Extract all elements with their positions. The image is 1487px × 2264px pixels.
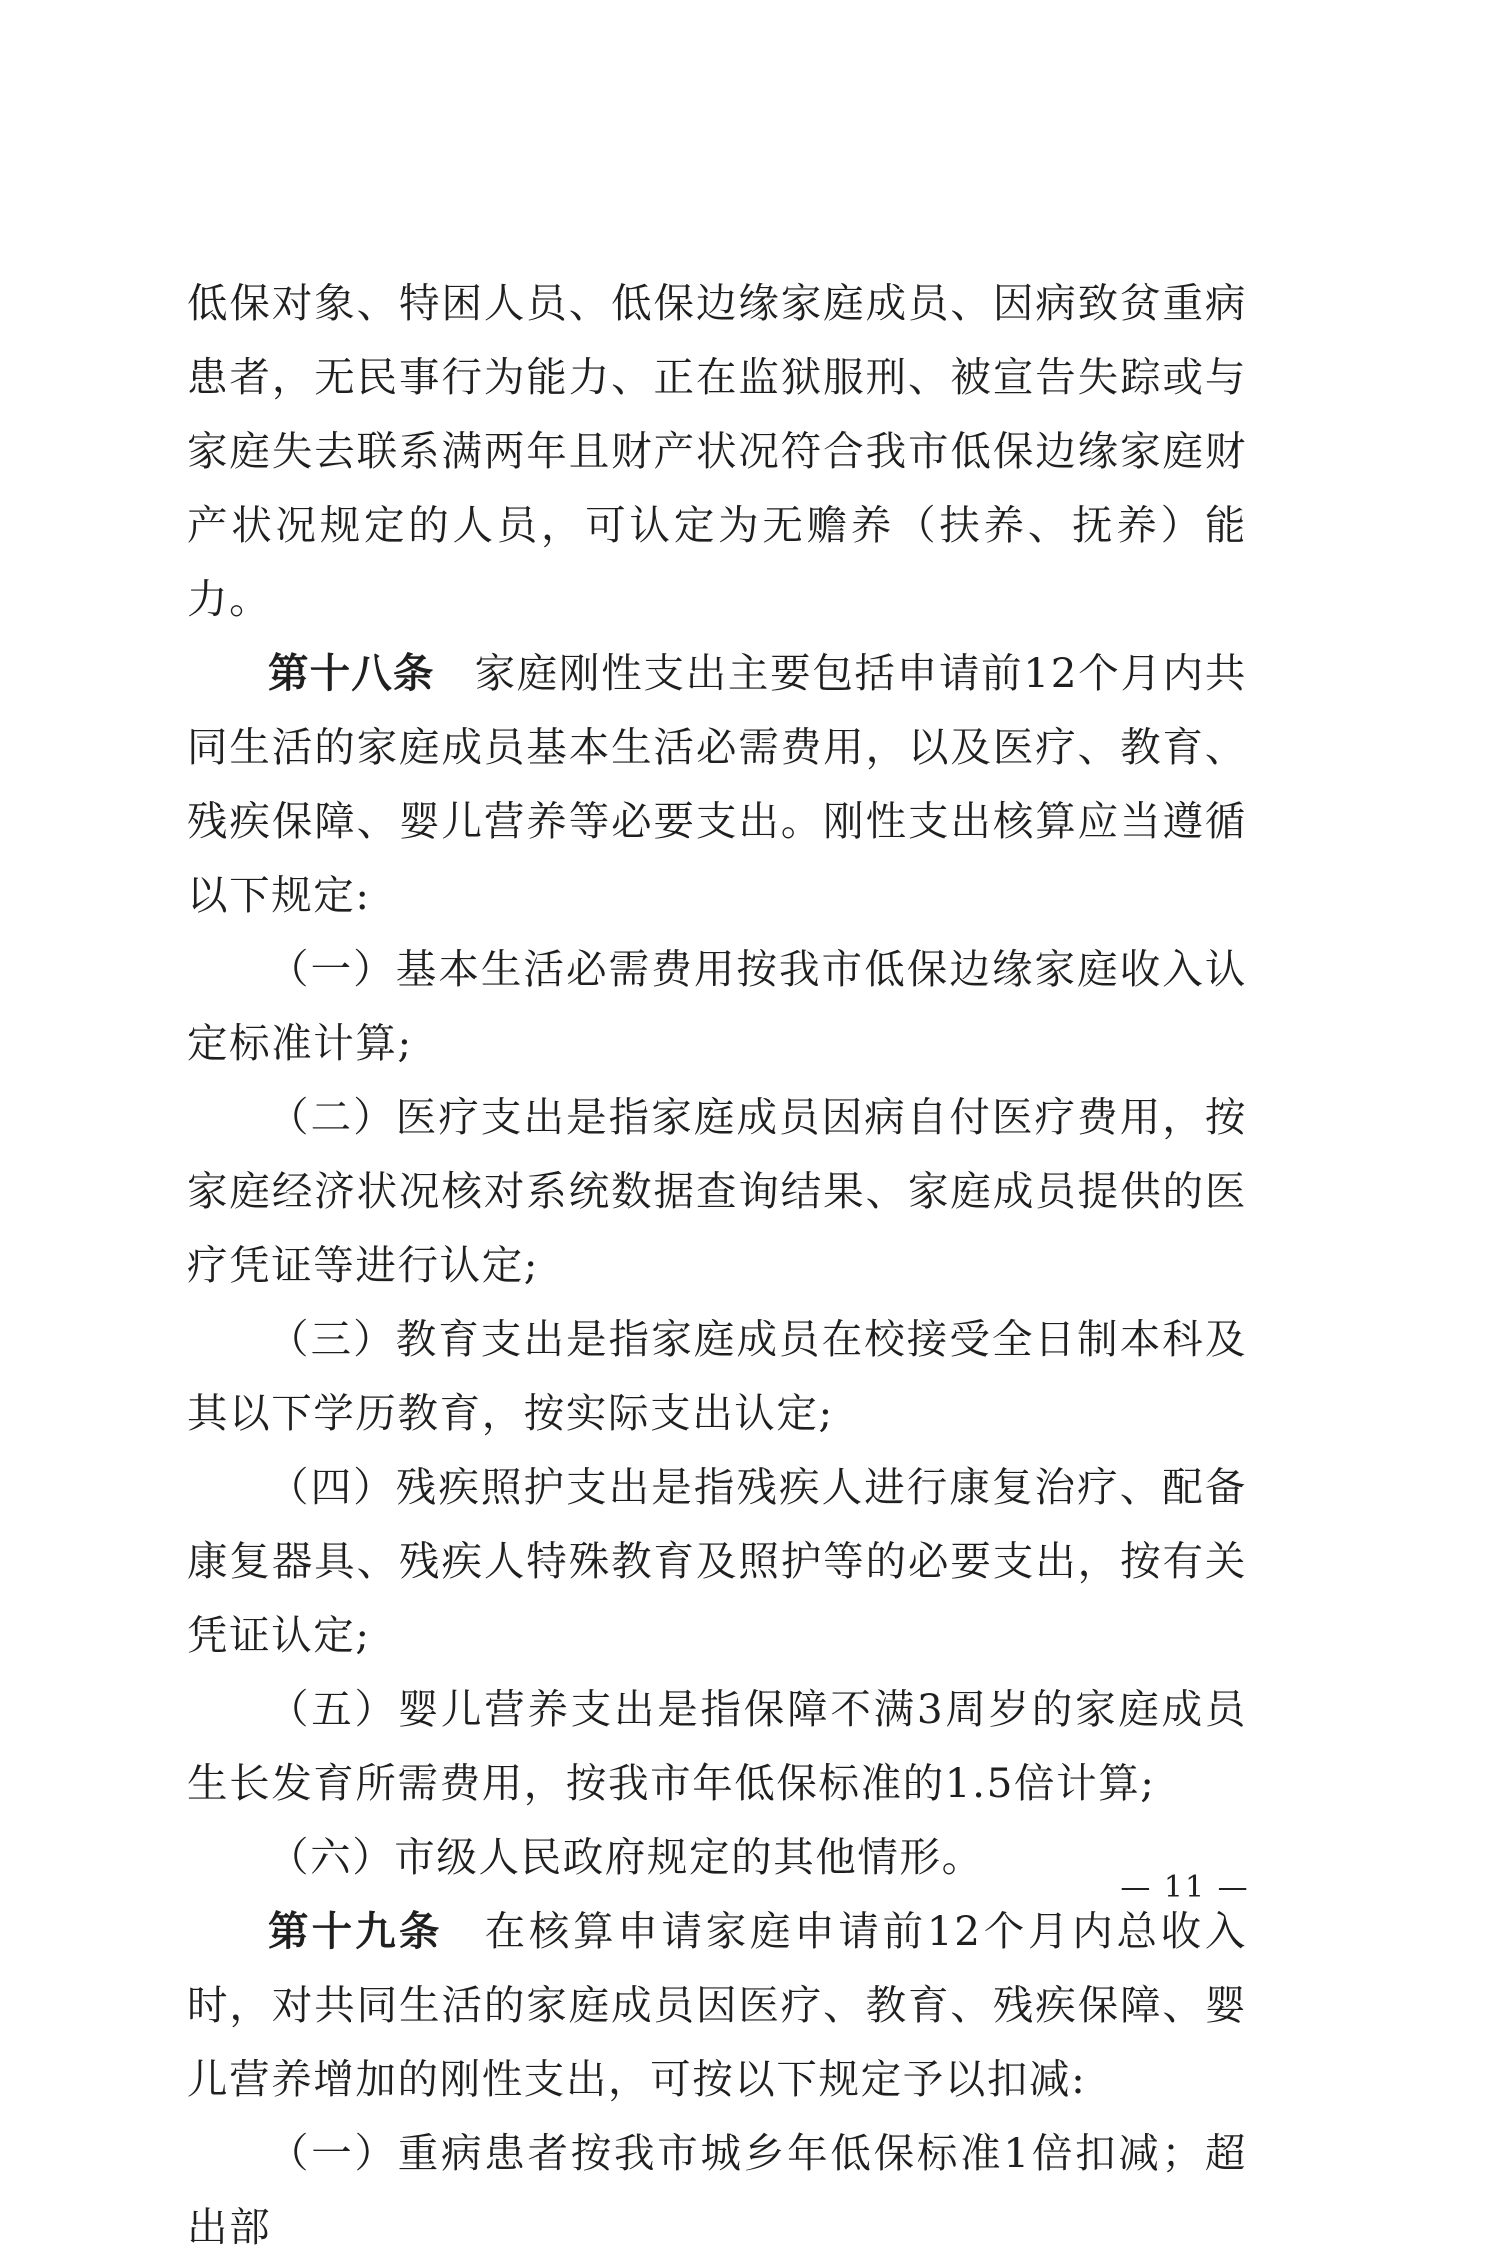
article-title: 第十九条 bbox=[268, 1907, 443, 1955]
document-body bbox=[187, 266, 1247, 2264]
paragraph-text: （三）教育支出是指家庭成员在校接受全日制本科及其以下学历教育，按实际支出认定; bbox=[187, 1315, 1247, 1437]
paragraph-text: （六）市级人民政府规定的其他情形。 bbox=[268, 1833, 984, 1881]
article-title: 第十八条 bbox=[268, 649, 435, 697]
article-18-item-6 bbox=[187, 1820, 1247, 1894]
paragraph-text: （五）婴儿营养支出是指保障不满3周岁的家庭成员生长发育所需费用，按我市年低保标准的1.5倍计算; bbox=[187, 1685, 1247, 1807]
article-18-item-2 bbox=[187, 1080, 1247, 1302]
paragraph-continuation bbox=[187, 266, 1247, 636]
article-18-item-1 bbox=[187, 932, 1247, 1080]
paragraph-text: 在核算申请家庭申请前12个月内总收入时，对共同生活的家庭成员因医疗、教育、残疾保障、婴儿营养增加的刚性支出，可按以下规定予以扣减: bbox=[187, 1907, 1247, 2103]
paragraph-text: （一）重病患者按我市城乡年低保标准1倍扣减；超出部 bbox=[187, 2129, 1247, 2251]
article-18-item-4 bbox=[187, 1450, 1247, 1672]
article-18-item-5 bbox=[187, 1672, 1247, 1820]
paragraph-text: （四）残疾照护支出是指残疾人进行康复治疗、配备康复器具、残疾人特殊教育及照护等的必要支出，按有关凭证认定; bbox=[187, 1463, 1247, 1659]
paragraph-text: （一）基本生活必需费用按我市低保边缘家庭收入认定标准计算; bbox=[187, 945, 1247, 1067]
article-19-item-1 bbox=[187, 2116, 1247, 2264]
paragraph-text: 低保对象、特困人员、低保边缘家庭成员、因病致贫重病患者，无民事行为能力、正在监狱服刑、被宣告失踪或与家庭失去联系满两年且财产状况符合我市低保边缘家庭财产状况规定的人员，可认定为无赡养（扶养、抚养）能力。 bbox=[187, 279, 1247, 623]
article-19 bbox=[187, 1894, 1247, 2116]
page-number: — 11 — bbox=[1120, 1870, 1250, 1905]
paragraph-text: （二）医疗支出是指家庭成员因病自付医疗费用，按家庭经济状况核对系统数据查询结果、家庭成员提供的医疗凭证等进行认定; bbox=[187, 1093, 1247, 1289]
article-18-item-3 bbox=[187, 1302, 1247, 1450]
article-18 bbox=[187, 636, 1247, 932]
paragraph-text: 家庭刚性支出主要包括申请前12个月内共同生活的家庭成员基本生活必需费用，以及医疗、教育、残疾保障、婴儿营养等必要支出。刚性支出核算应当遵循以下规定: bbox=[187, 649, 1247, 919]
